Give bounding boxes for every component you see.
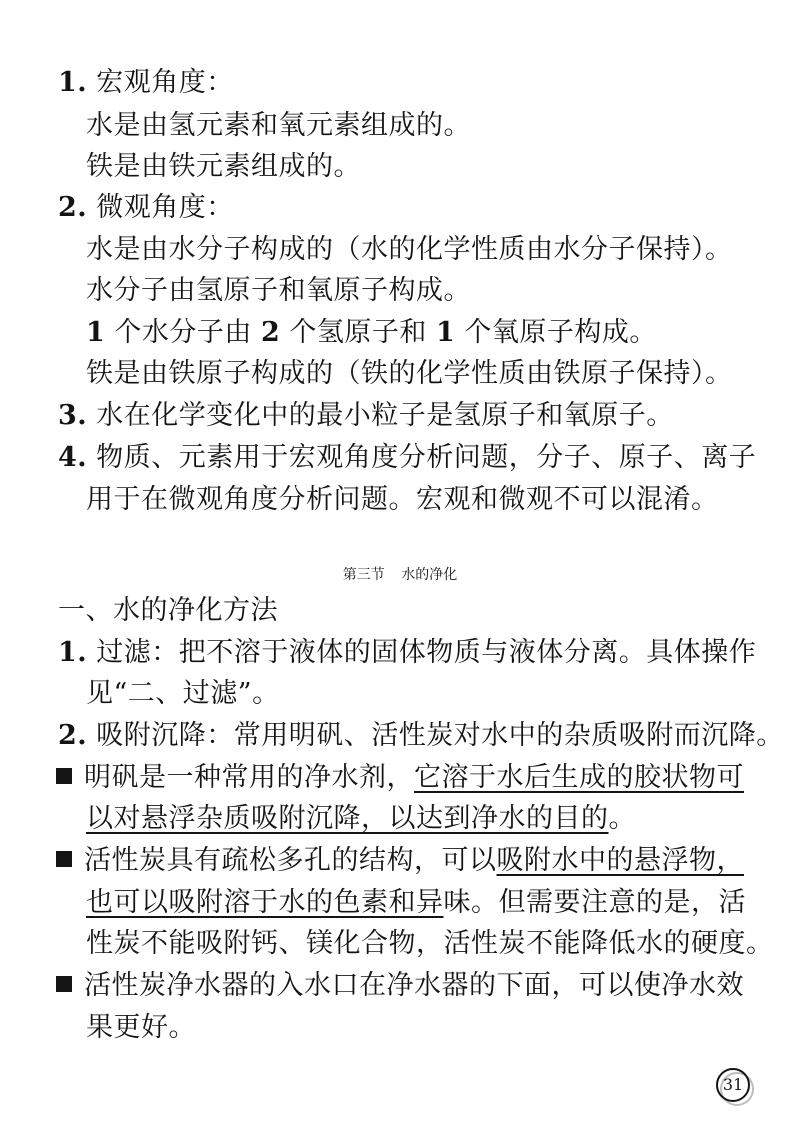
bullet-carbon	[56, 844, 744, 878]
text: 个水分子由	[114, 317, 252, 348]
text: 活性炭具有疏松多孔的结构，可以	[84, 845, 497, 876]
text-line: 性炭不能吸附钙、镁化合物，活性炭不能降低水的硬度。	[86, 928, 774, 959]
item-text: 微观角度：	[96, 192, 234, 223]
number: 1	[86, 317, 106, 348]
square-bullet-icon	[56, 851, 72, 867]
text: 个氧原子构成。	[464, 317, 657, 348]
item-number: 2.	[58, 192, 88, 223]
item-text: 宏观角度：	[96, 67, 234, 98]
section-number: 第三节	[342, 567, 385, 583]
text-line: 水分子由氢原子和氧原子构成。	[86, 275, 471, 306]
item-1-macro	[58, 66, 234, 100]
underlined-text: 以对悬浮杂质吸附沉降，以达到净水的目的	[86, 803, 609, 834]
section-name: 水的净化	[401, 567, 458, 583]
underlined-text: 吸附水中的悬浮物，	[496, 845, 744, 876]
text-line: 水是由水分子构成的（水的化学性质由水分子保持）。	[86, 234, 733, 265]
item-3	[58, 399, 674, 433]
text-line	[86, 802, 636, 836]
bullet-alum	[56, 761, 744, 795]
text: 。	[608, 803, 636, 834]
item-number: 4.	[58, 442, 88, 473]
text: 活性炭净水器的入水口在净水器的下面，可以使净水效	[84, 970, 744, 1001]
section-title	[0, 565, 800, 585]
text-line: 见“二、过滤”。	[86, 678, 280, 709]
text: 味。但需要注意的是，活	[443, 887, 746, 918]
text-line: 果更好。	[86, 1012, 196, 1043]
text-line	[86, 886, 746, 920]
bullet-purifier	[56, 969, 744, 1003]
subsection-heading: 一、水的净化方法	[58, 595, 278, 626]
item-text: 水在化学变化中的最小粒子是氢原子和氧原子。	[96, 400, 674, 431]
page-number: 31	[716, 1068, 750, 1102]
square-bullet-icon	[56, 976, 72, 992]
item-number: 1.	[58, 637, 88, 668]
item-2-adsorb	[58, 719, 784, 753]
item-number: 2.	[58, 720, 88, 751]
item-1-filter	[58, 636, 756, 670]
item-text: 物质、元素用于宏观角度分析问题，分子、原子、离子	[96, 442, 757, 473]
item-text: 吸附沉降：常用明矾、活性炭对水中的杂质吸附而沉降。	[96, 720, 784, 751]
number: 2	[260, 317, 281, 348]
item-number: 1.	[58, 67, 88, 98]
item-text: 过滤：把不溶于液体的固体物质与液体分离。具体操作	[96, 637, 757, 668]
underlined-text: 它溶于水后生成的胶状物可	[414, 762, 744, 793]
text: 个氢原子和	[289, 317, 427, 348]
underlined-text: 也可以吸附溶于水的色素和异	[86, 887, 444, 918]
square-bullet-icon	[56, 768, 72, 784]
item-4	[58, 441, 756, 475]
text-line: 用于在微观角度分析问题。宏观和微观不可以混淆。	[86, 484, 719, 515]
text: 明矾是一种常用的净水剂，	[84, 762, 414, 793]
text-line: 铁是由铁原子构成的（铁的化学性质由铁原子保持）。	[86, 358, 733, 389]
number: 1	[435, 317, 456, 348]
text-line: 铁是由铁元素组成的。	[86, 151, 361, 182]
item-2-micro	[58, 191, 234, 225]
text-line-count	[86, 316, 657, 350]
item-number: 3.	[58, 400, 88, 431]
text-line: 水是由氢元素和氧元素组成的。	[86, 110, 471, 141]
